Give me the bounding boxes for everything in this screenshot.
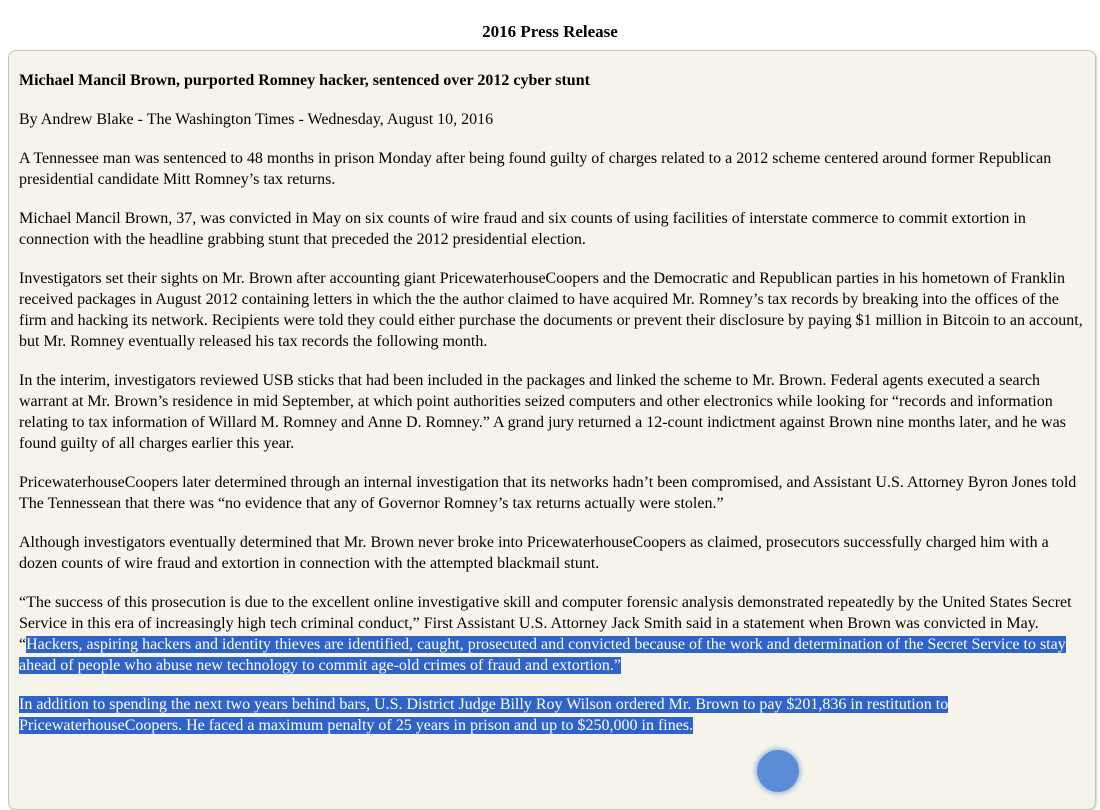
page [0,21,1100,810]
article-paragraph [19,532,1085,574]
paragraph-text: PricewaterhouseCoopers later determined through an internal investigation that its networks hadn’t been compromised, and Assistant U.S. Attorney Byron Jones told The Tennessean that there was “no evidence that any of Governor Romney’s tax returns actually were stolen.” [19,474,1077,512]
article-byline: By Andrew Blake - The Washington Times - Wednesday, August 10, 2016 [19,111,494,128]
paragraph-text: A Tennessee man was sentenced to 48 months in prison Monday after being found guilty of charges related to a 2012 scheme centered around former Republican presidential candidate Mitt Romney’s tax returns. [19,150,1052,188]
article-paragraph [19,592,1085,676]
text-selection-handle[interactable] [757,750,799,792]
paragraph-text: Michael Mancil Brown, 37, was convicted in May on six counts of wire fraud and six counts of using facilities of interstate commerce to commit extortion in connection with the headline grabbing stunt that preceded the 2012 presidential election. [19,210,1026,248]
article-paragraph [19,694,1085,736]
article-paragraph [19,148,1085,190]
selected-text: In addition to spending the next two years behind bars, U.S. District Judge Billy Roy Wilson ordered Mr. Brown to pay $201,836 in restitution to PricewaterhouseCoopers. He faced a maximum penalty of 25 years in prison and up to $250,000 in fines. [19,696,949,734]
page-title: 2016 Press Release [482,22,618,41]
paragraph-text: Although investigators eventually determined that Mr. Brown never broke into PricewaterhouseCoopers as claimed, prosecutors successfully charged him with a dozen counts of wire fraud and extortion in connection with the attempted blackmail stunt. [19,534,1049,572]
article-paragraph [19,370,1085,454]
article-paragraph [19,268,1085,352]
paragraph-text: “The success of this prosecution is due to the excellent online investigative skill and computer forensic analysis demonstrated repeatedly by the United States Secret Service in this era of increasingly high tech criminal conduct,” First Assistant U.S. Attorney Jack Smith said in a statement when Brown was convicted in May. “ [19,594,1072,653]
article-body [19,148,1085,736]
article-headline: Michael Mancil Brown, purported Romney hacker, sentenced over 2012 cyber stunt [19,72,590,89]
paragraph-text: Investigators set their sights on Mr. Brown after accounting giant PricewaterhouseCoopers and the Democratic and Republican parties in his hometown of Franklin received packages in August 2012 containing letters in which the the author claimed to have acquired Mr. Romney’s tax records by breaking into the offices of the firm and hacking its network. Recipients were told they could either purchase the documents or prevent their disclosure by paying $1 million in Bitcoin to an account, but Mr. Romney eventually released his tax records the following month. [19,270,1083,350]
article-paragraph [19,472,1085,514]
article-paragraph [19,208,1085,250]
paragraph-text: In the interim, investigators reviewed USB sticks that had been included in the packages and linked the scheme to Mr. Brown. Federal agents executed a search warrant at Mr. Brown’s residence in mid September, at which point authorities seized computers and other electronics while looking for “records and information relating to tax information of Willard M. Romney and Anne D. Romney.” A grand jury returned a 12-count indictment against Brown nine months later, and he was found guilty of all charges earlier this year. [19,372,1066,452]
selected-text: Hackers, aspiring hackers and identity thieves are identified, caught, prosecuted and convicted because of the work and determination of the Secret Service to stay ahead of people who abuse new technology to commit age-old crimes of fraud and extortion.” [19,636,1066,674]
article-box [8,50,1096,810]
